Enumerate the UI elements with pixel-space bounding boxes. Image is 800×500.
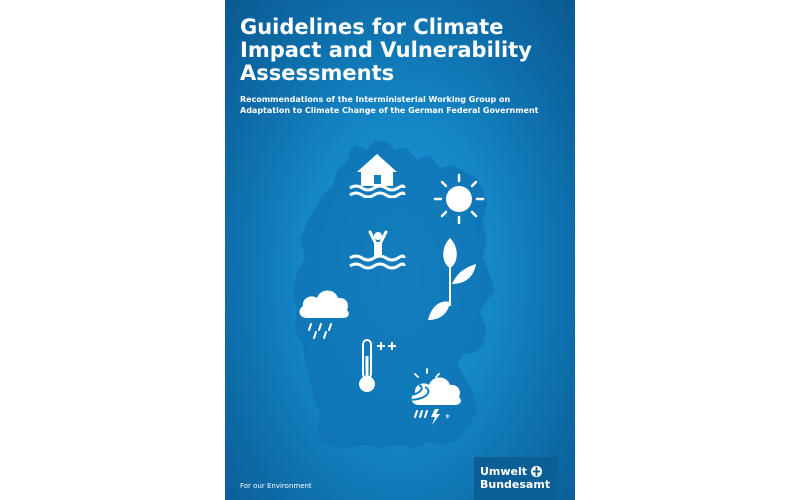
footer-tagline: For our Environment (240, 482, 312, 490)
logo-line-1: Umwelt (480, 465, 528, 478)
logo-mark-icon (530, 465, 543, 478)
subtitle-line-1: Recommendations of the Interministerial Working Group on (240, 95, 511, 104)
thermometer-plus-icon (355, 336, 405, 396)
title-line-3: Assessments (240, 61, 395, 85)
storm-cloud-icon (403, 365, 465, 429)
svg-text:*: * (445, 413, 450, 424)
report-cover (225, 0, 575, 500)
sun-icon (432, 172, 486, 226)
subtitle-line-2: Adaptation to Climate Change of the German Federal Government (240, 106, 539, 115)
flooded-house-icon (348, 152, 406, 198)
title-line-2: Impact and Vulnerability (240, 38, 532, 62)
report-subtitle (240, 94, 560, 116)
rain-cloud-icon (293, 282, 353, 340)
plant-icon (424, 236, 478, 326)
report-title (240, 16, 540, 85)
umweltbundesamt-logo (474, 457, 557, 500)
swimmer-icon (348, 228, 406, 274)
title-line-1: Guidelines for Climate (240, 15, 504, 39)
logo-line-2: Bundesamt (480, 478, 551, 491)
